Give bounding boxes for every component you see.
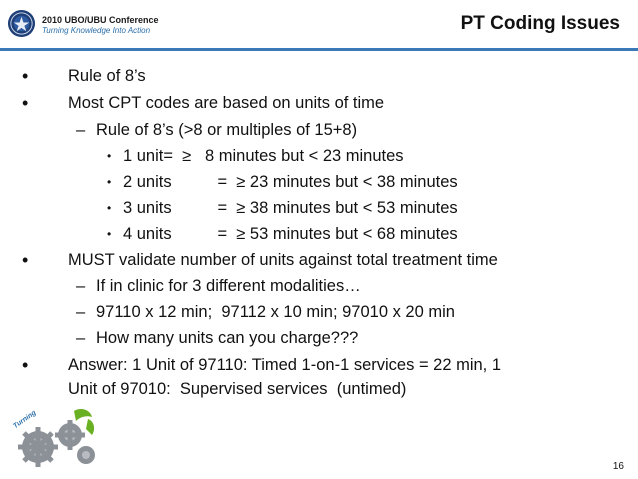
slide-title: PT Coding Issues — [460, 13, 620, 34]
svg-text:Turning: Turning — [12, 409, 38, 431]
nested-bullet-text: 4 units = ≥ 53 minutes but < 68 minutes — [123, 225, 458, 243]
small-bullet-marker: • — [107, 201, 112, 215]
sub-bullet-text: Rule of 8’s (>8 or multiples of 15+8) — [96, 121, 358, 139]
sub-bullet-text: 97110 x 12 min; 97112 x 10 min; 97010 x 20 min — [96, 303, 455, 321]
department-seal-icon — [7, 9, 36, 38]
bullet-text: MUST validate number of units against total treatment time — [68, 251, 498, 269]
page-number: 16 — [612, 461, 624, 472]
small-bullet-marker: • — [107, 175, 112, 189]
conference-tagline: Turning Knowledge Into Action — [42, 26, 151, 35]
bullet-text: Unit of 97010: Supervised services (untimed) — [68, 380, 407, 398]
bullet-marker: • — [22, 250, 29, 270]
small-bullet-marker: • — [107, 149, 112, 163]
header-divider — [0, 48, 638, 51]
nested-bullet-text: 2 units = ≥ 23 minutes but < 38 minutes — [123, 173, 458, 191]
bullet-marker: • — [22, 93, 29, 113]
dash-marker: – — [76, 303, 86, 321]
bullet-text: Rule of 8’s — [68, 67, 146, 85]
dash-marker: – — [76, 277, 86, 295]
bullet-marker: • — [22, 66, 29, 86]
sub-bullet-text: How many units can you charge??? — [96, 329, 359, 347]
slide-header — [0, 0, 638, 50]
bullet-marker: • — [22, 355, 29, 375]
gears-logo-icon — [8, 405, 108, 475]
dash-marker: – — [76, 121, 86, 139]
conference-title: 2010 UBO/UBU Conference — [42, 15, 159, 25]
dash-marker: – — [76, 329, 86, 347]
small-bullet-marker: • — [107, 227, 112, 241]
sub-bullet-text: If in clinic for 3 different modalities… — [96, 277, 361, 295]
nested-bullet-text: 1 unit= ≥ 8 minutes but < 23 minutes — [123, 147, 404, 165]
nested-bullet-text: 3 units = ≥ 38 minutes but < 53 minutes — [123, 199, 458, 217]
bullet-text: Answer: 1 Unit of 97110: Timed 1-on-1 services = 22 min, 1 — [68, 356, 502, 374]
bullet-text: Most CPT codes are based on units of time — [68, 94, 385, 112]
